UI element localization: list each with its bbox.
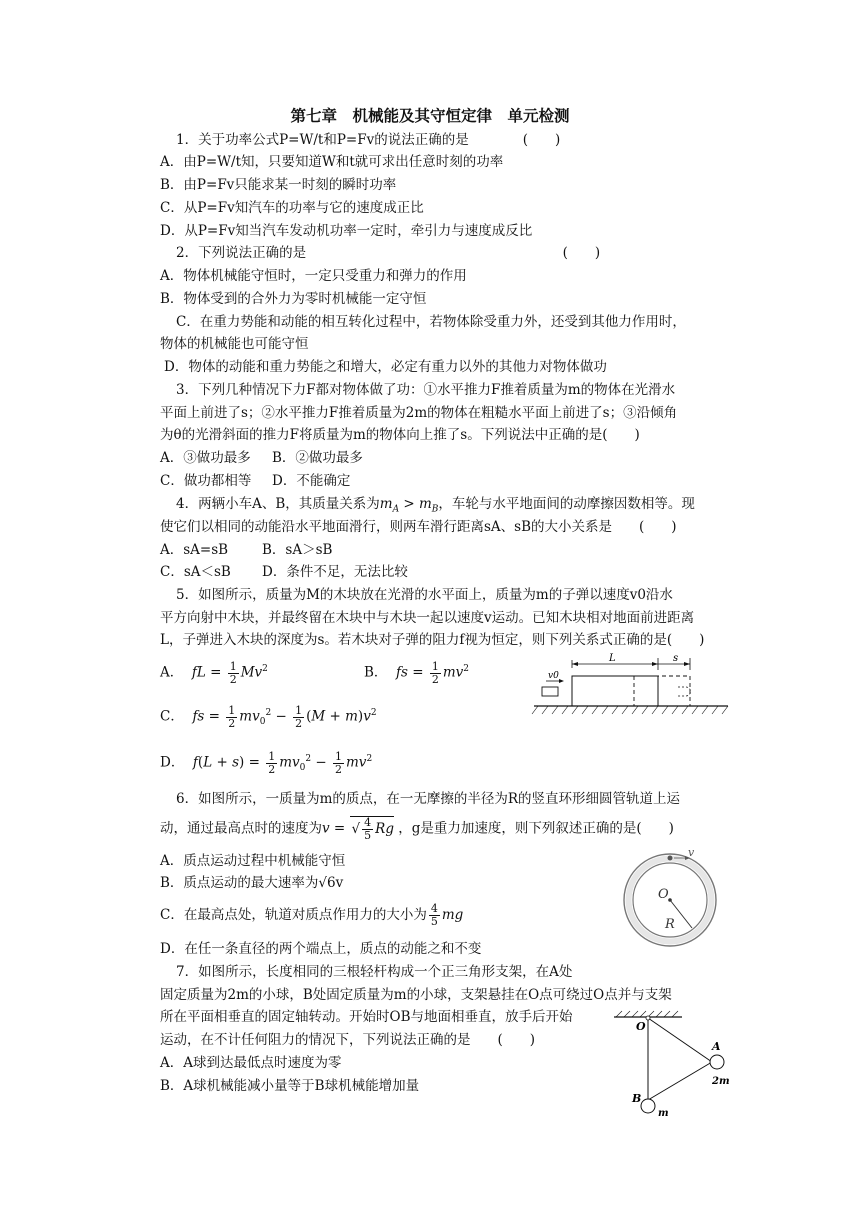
q3-line2: 平面上前进了s；②水平推力F推着质量为2m的物体在粗糙水平面上前进了s；③沿倾角 <box>160 405 678 421</box>
q2-option-b: B．物体受到的合外力为零时机械能一定守恒 <box>160 291 427 307</box>
label-a: A <box>712 1040 721 1053</box>
ball-a <box>710 1055 724 1069</box>
q3-option-b: B．②做功最多 <box>272 450 363 466</box>
q6-line1: 6．如图所示，一质量为m的质点，在一无摩擦的半径为R的竖直环形细圆管轨道上运 <box>176 791 681 807</box>
q7-option-b: B．A球机械能减小量等于B球机械能增加量 <box>160 1078 420 1094</box>
q1-option-a: A．由P=W/t知，只要知道W和t就可求出任意时刻的功率 <box>160 154 504 170</box>
q7-line1: 7．如图所示，长度相同的三根轻杆构成一个正三角形支架，在A处 <box>176 964 573 980</box>
q6-line2: 动，通过最高点时的速度为v = √ $\frac{4}{5}$ Rg ，g是重力加速度，则下列叙述正确的是( ) <box>160 816 674 842</box>
q1-stem: 1．关于功率公式P=W/t和P=Fv的说法正确的是 ( ) <box>176 132 561 148</box>
bullet-embedded <box>678 687 691 696</box>
q5-line2: 平方向射中木块，并最终留在木块中与木块一起以速度v运动。已知木块相对地面前进距离 <box>160 610 695 626</box>
label-s: s <box>673 653 679 664</box>
q5-option-a: A． fL = $\frac{1}{2}$ Mv$^2$ <box>160 659 268 686</box>
q5-block-bullet-figure <box>528 648 734 720</box>
q4-line1: 4．两辆小车A、B，其质量关系为$m_A > m_B$，车轮与水平地面间的动摩擦因数相等。现 <box>176 496 695 515</box>
page-title: 第七章 机械能及其守恒定律 单元检测 <box>290 106 570 125</box>
q4-line2: 使它们以相同的动能沿水平地面滑行，则两车滑行距离sA、sB的大小关系是 ( ) <box>160 519 677 535</box>
q6-option-b: B．质点运动的最大速率为√6v <box>160 875 344 891</box>
q3-option-c: C．做功都相等 <box>160 473 252 489</box>
label-r: R <box>665 917 675 932</box>
q3-option-a: A．③做功最多 <box>160 450 251 466</box>
rod-ab <box>648 1062 712 1100</box>
label-o: O <box>658 887 669 902</box>
q5-option-c: C． fs = $\frac{1}{2}$ $mv_0^2$ − $\frac{1}{2}$ $(M + m)v^2$ <box>160 703 377 730</box>
bullet-shape <box>542 687 558 696</box>
q7-triangle-frame-figure <box>606 1008 746 1120</box>
q4-option-b: B．sA＞sB <box>262 542 333 558</box>
q2-stem: 2．下列说法正确的是 ( ) <box>176 245 601 261</box>
label-2m: 2m <box>712 1076 730 1087</box>
rod-oa <box>648 1018 712 1062</box>
label-l: L <box>609 653 616 664</box>
ball-b <box>641 1099 655 1113</box>
q5-line3: L，子弹进入木块的深度为s。若木块对子弹的阻力f视为恒定，则下列关系式正确的是( ) <box>160 632 705 648</box>
label-m: m <box>658 1108 669 1119</box>
q4-option-d: D．条件不足，无法比较 <box>262 564 408 580</box>
q6-circular-track-figure <box>618 846 722 950</box>
particle <box>668 856 673 861</box>
q5-line1: 5．如图所示，质量为M的木块放在光滑的水平面上，质量为m的子弹以速度v0沿水 <box>176 587 673 603</box>
q7-option-a: A．A球到达最低点时速度为零 <box>160 1055 342 1071</box>
q5-option-d: D． f(L + s) = $\frac{1}{2}$ $mv_0^2$ − $\frac{1}{2}$ $mv^2$ <box>160 749 373 776</box>
q3-line1: 3．下列几种情况下力F都对物体做了功：①水平推力F推着质量为m的物体在光滑水 <box>176 382 676 398</box>
label-v: v <box>688 846 695 859</box>
q2-option-d: D．物体的动能和重力势能之和增大，必定有重力以外的其他力对物体做功 <box>164 359 607 375</box>
q7-line2: 固定质量为2m的小球，B处固定质量为m的小球，支架悬挂在O点可绕过O点并与支架 <box>160 987 672 1003</box>
wood-block-initial <box>572 676 658 706</box>
q6-option-d: D．在任一条直径的两个端点上，质点的动能之和不变 <box>160 941 482 957</box>
label-o: O <box>636 1020 646 1033</box>
q2-option-c-line1: C．在重力势能和动能的相互转化过程中，若物体除受重力外，还受到其他力作用时， <box>176 314 686 330</box>
q1-option-b: B．由P=Fv只能求某一时刻的瞬时功率 <box>160 177 397 193</box>
q2-option-a: A．物体机械能守恒时，一定只受重力和弹力的作用 <box>160 268 467 284</box>
q2-option-c-line2: 物体的机械能也可能守恒 <box>160 336 309 352</box>
q6-option-a: A．质点运动过程中机械能守恒 <box>160 853 346 869</box>
q7-line3: 所在平面相垂直的固定轴转动。开始时OB与地面相垂直，放手后开始 <box>160 1009 573 1025</box>
q3-option-d: D．不能确定 <box>272 473 351 489</box>
q3-line3: 为θ的光滑斜面的推力F将质量为m的物体向上推了s。下列说法中正确的是( ) <box>160 427 640 443</box>
q4-option-a: A．sA=sB <box>160 542 229 558</box>
ground-hatch <box>532 706 728 714</box>
q4-option-c: C．sA＜sB <box>160 564 231 580</box>
pivot-o <box>646 1016 650 1020</box>
q5-option-b: B． fs = $\frac{1}{2}$ $mv^2$ <box>364 659 470 686</box>
q6-option-c: C．在最高点处，轨道对质点作用力的大小为 $\frac{4}{5}$ mg <box>160 902 464 928</box>
q1-option-c: C．从P=Fv知汽车的功率与它的速度成正比 <box>160 200 424 216</box>
label-v0: v0 <box>548 671 559 681</box>
q7-line4: 运动，在不计任何阻力的情况下，下列说法正确的是 ( ) <box>160 1032 536 1048</box>
label-b: B <box>632 1092 642 1105</box>
q1-option-d: D．从P=Fv知当汽车发动机功率一定时，牵引力与速度成反比 <box>160 223 533 239</box>
